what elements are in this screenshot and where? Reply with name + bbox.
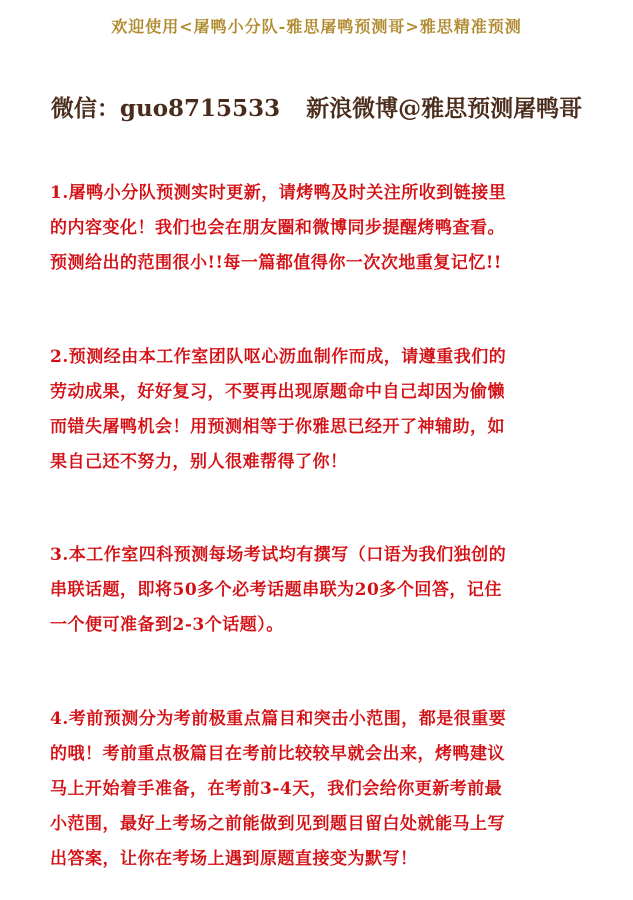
paragraph-line: 1.屠鸭小分队预测实时更新，请烤鸭及时关注所收到链接里 xyxy=(50,183,507,203)
paragraph-line: 3.本工作室四科预测每场考试均有撰写（口语为我们独创的 xyxy=(50,545,507,565)
paragraph-line: 一个便可准备到2-3个话题）。 xyxy=(50,615,284,635)
paragraph-line: 而错失屠鸭机会！用预测相等于你雅思已经开了神辅助，如 xyxy=(50,417,505,437)
contact-line xyxy=(0,90,633,123)
paragraph-line: 马上开始着手准备，在考前3-4天，我们会给你更新考前最 xyxy=(50,779,503,799)
paragraph-1 xyxy=(50,176,610,281)
paragraph-line: 的内容变化！我们也会在朋友圈和微博同步提醒烤鸭查看。 xyxy=(50,218,505,238)
paragraph-line: 出答案，让你在考场上遇到原题直接变为默写！ xyxy=(50,849,418,869)
welcome-banner: 欢迎使用<屠鸭小分队-雅思屠鸭预测哥>雅思精准预测 xyxy=(111,17,522,36)
paragraph-4 xyxy=(50,702,610,877)
paragraph-line: 4.考前预测分为考前极重点篇目和突击小范围，都是很重要 xyxy=(50,709,507,729)
paragraph-line: 串联话题，即将50多个必考话题串联为20多个回答，记住 xyxy=(50,580,502,600)
paragraph-line: 劳动成果，好好复习，不要再出现原题命中自己却因为偷懒 xyxy=(50,382,505,402)
paragraph-line: 2.预测经由本工作室团队呕心沥血制作而成，请遵重我们的 xyxy=(50,347,507,367)
paragraph-line: 果自己还不努力，别人很难帮得了你！ xyxy=(50,452,348,472)
paragraph-line: 的哦！考前重点极篇目在考前比较较早就会出来，烤鸭建议 xyxy=(50,744,505,764)
paragraph-2 xyxy=(50,340,610,480)
wechat-id: 微信：guo8715533 xyxy=(50,95,281,122)
paragraph-line: 小范围，最好上考场之前能做到见到题目留白处就能马上写 xyxy=(50,814,505,834)
paragraph-line: 预测给出的范围很小!!每一篇都值得你一次次地重复记忆!! xyxy=(50,253,502,273)
paragraph-3 xyxy=(50,538,610,643)
weibo-handle: 新浪微博@雅思预测屠鸭哥 xyxy=(306,95,583,122)
